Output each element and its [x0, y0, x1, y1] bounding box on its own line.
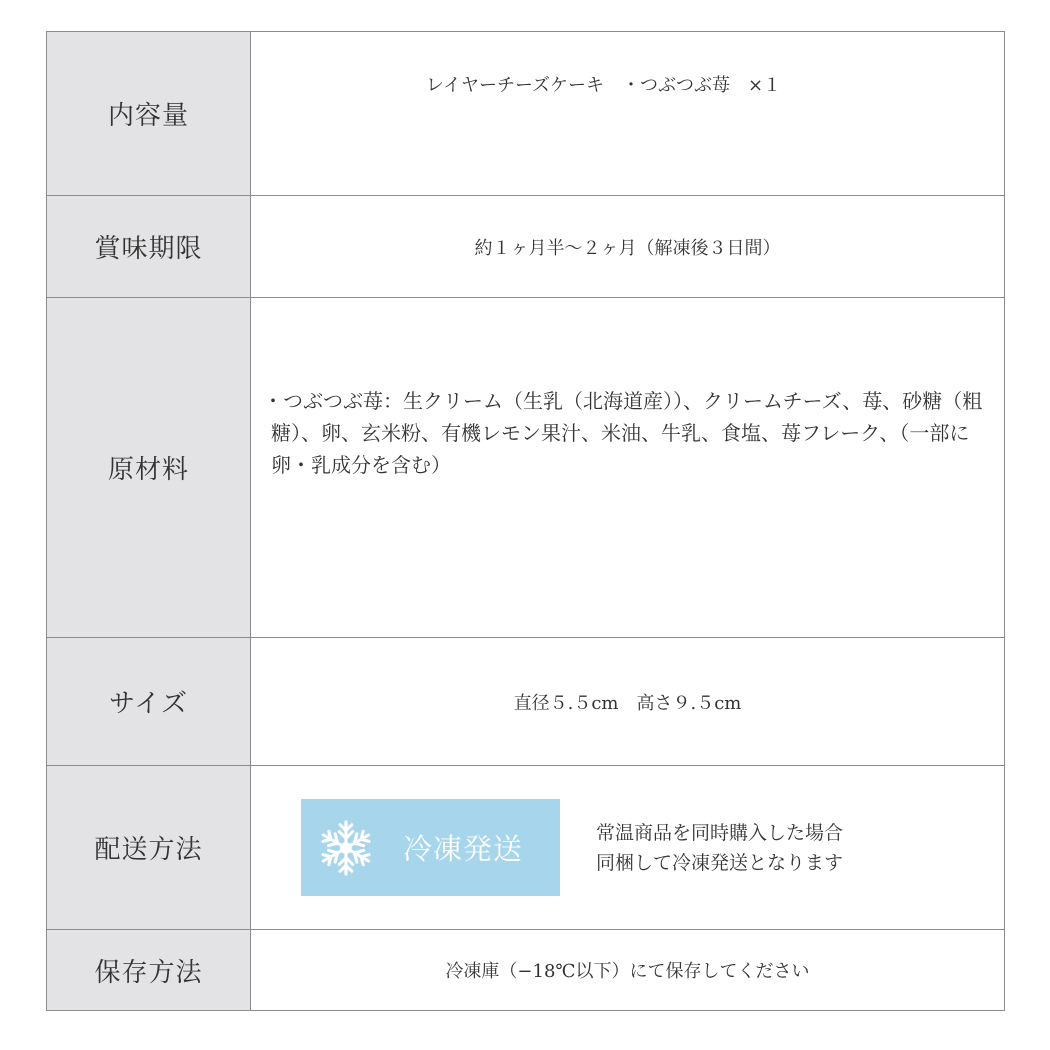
- spec-row-storage: [47, 930, 1005, 1011]
- row-label-shipping: 配送方法: [47, 766, 251, 930]
- row-value-shipping: [251, 766, 1005, 930]
- ingredients-text: ・つぶつぶ苺：生クリーム（生乳（北海道産））、クリームチーズ、苺、砂糖（粗糖）、卵、玄米粉、有機レモン果汁、米油、牛乳、食塩、苺フレーク、（一部に卵・乳成分を含む）: [263, 388, 983, 477]
- row-value-storage: 冷凍庫（−18℃以下）にて保存してください: [251, 930, 1005, 1011]
- spec-row-size: [47, 638, 1005, 766]
- shipping-note-line: 常温商品を同時購入した場合: [596, 821, 844, 844]
- row-label-best-before: 賞味期限: [47, 196, 251, 298]
- spec-row-ingredients: [47, 298, 1005, 638]
- shipping-content: [251, 799, 1004, 896]
- row-label-size: サイズ: [47, 638, 251, 766]
- row-value-size: 直径５.５cm 高さ９.５cm: [251, 638, 1005, 766]
- row-value-ingredients: [251, 298, 1005, 638]
- row-label-storage: 保存方法: [47, 930, 251, 1011]
- contents-text: レイヤーチーズケーキ ・つぶつぶ苺 ×１: [425, 74, 782, 96]
- spec-row-contents: [47, 32, 1005, 196]
- frozen-shipping-label: 冷凍発送: [403, 832, 524, 866]
- product-spec-table: [46, 31, 1005, 1011]
- shipping-note: [596, 818, 843, 878]
- row-label-ingredients: 原材料: [47, 298, 251, 638]
- frozen-shipping-badge: [301, 799, 560, 896]
- shipping-note-line: 同梱して冷凍発送となります: [596, 851, 844, 874]
- spec-row-best-before: [47, 196, 1005, 298]
- row-label-contents: 内容量: [47, 32, 251, 196]
- spec-row-shipping: [47, 766, 1005, 930]
- row-value-contents: [251, 32, 1005, 196]
- snowflake-icon: [317, 819, 375, 877]
- row-value-best-before: 約１ヶ月半～２ヶ月（解凍後３日間）: [251, 196, 1005, 298]
